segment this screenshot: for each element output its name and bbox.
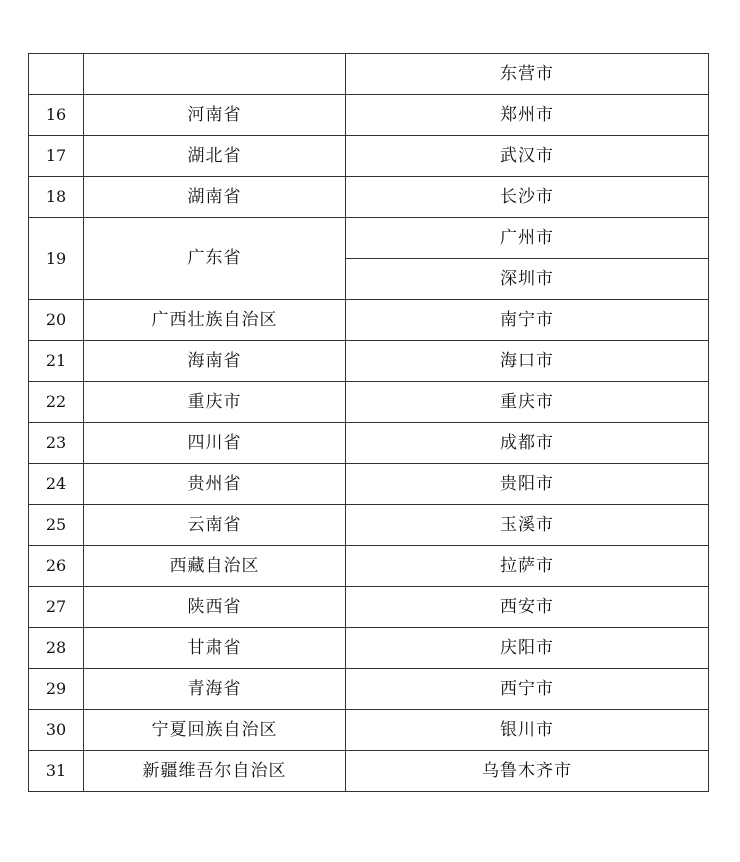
row-number: 31 bbox=[29, 751, 84, 792]
province-cell: 新疆维吾尔自治区 bbox=[84, 751, 346, 792]
row-number: 27 bbox=[29, 587, 84, 628]
row-number: 28 bbox=[29, 628, 84, 669]
city-cell: 贵阳市 bbox=[346, 464, 709, 505]
province-cell: 重庆市 bbox=[84, 382, 346, 423]
province-cell: 陕西省 bbox=[84, 587, 346, 628]
city-cell: 银川市 bbox=[346, 710, 709, 751]
city-cell: 重庆市 bbox=[346, 382, 709, 423]
city-cell: 深圳市 bbox=[346, 259, 709, 300]
row-number: 30 bbox=[29, 710, 84, 751]
row-number: 26 bbox=[29, 546, 84, 587]
table-row bbox=[29, 464, 709, 505]
table-row bbox=[29, 710, 709, 751]
province-cell: 贵州省 bbox=[84, 464, 346, 505]
row-number: 29 bbox=[29, 669, 84, 710]
city-cell: 长沙市 bbox=[346, 177, 709, 218]
city-cell: 武汉市 bbox=[346, 136, 709, 177]
table-row bbox=[29, 341, 709, 382]
table-row bbox=[29, 136, 709, 177]
table-row bbox=[29, 669, 709, 710]
province-cell: 云南省 bbox=[84, 505, 346, 546]
table-row bbox=[29, 628, 709, 669]
province-cell: 河南省 bbox=[84, 95, 346, 136]
province-cell: 海南省 bbox=[84, 341, 346, 382]
province-cell: 广东省 bbox=[84, 218, 346, 300]
row-number: 16 bbox=[29, 95, 84, 136]
city-cell: 成都市 bbox=[346, 423, 709, 464]
table-row bbox=[29, 587, 709, 628]
table-row bbox=[29, 423, 709, 464]
city-cell: 郑州市 bbox=[346, 95, 709, 136]
table-row bbox=[29, 505, 709, 546]
table-row bbox=[29, 382, 709, 423]
row-number: 20 bbox=[29, 300, 84, 341]
city-cell: 海口市 bbox=[346, 341, 709, 382]
table-row bbox=[29, 54, 709, 95]
province-cell: 湖南省 bbox=[84, 177, 346, 218]
province-cell: 青海省 bbox=[84, 669, 346, 710]
province-cell: 宁夏回族自治区 bbox=[84, 710, 346, 751]
province-cell: 西藏自治区 bbox=[84, 546, 346, 587]
city-cell: 西宁市 bbox=[346, 669, 709, 710]
row-number: 18 bbox=[29, 177, 84, 218]
table-row bbox=[29, 300, 709, 341]
table-row bbox=[29, 751, 709, 792]
province-cell: 广西壮族自治区 bbox=[84, 300, 346, 341]
row-number: 21 bbox=[29, 341, 84, 382]
row-number bbox=[29, 54, 84, 95]
province-cell: 甘肃省 bbox=[84, 628, 346, 669]
city-cell: 西安市 bbox=[346, 587, 709, 628]
row-number: 22 bbox=[29, 382, 84, 423]
table-row bbox=[29, 546, 709, 587]
province-cell bbox=[84, 54, 346, 95]
row-number: 24 bbox=[29, 464, 84, 505]
row-number: 19 bbox=[29, 218, 84, 300]
table-row bbox=[29, 95, 709, 136]
city-cell: 南宁市 bbox=[346, 300, 709, 341]
city-cell: 广州市 bbox=[346, 218, 709, 259]
city-cell: 玉溪市 bbox=[346, 505, 709, 546]
city-cell: 庆阳市 bbox=[346, 628, 709, 669]
city-cell: 拉萨市 bbox=[346, 546, 709, 587]
city-cell: 东营市 bbox=[346, 54, 709, 95]
row-number: 23 bbox=[29, 423, 84, 464]
province-cell: 湖北省 bbox=[84, 136, 346, 177]
row-number: 25 bbox=[29, 505, 84, 546]
row-number: 17 bbox=[29, 136, 84, 177]
city-cell: 乌鲁木齐市 bbox=[346, 751, 709, 792]
province-cell: 四川省 bbox=[84, 423, 346, 464]
table-row bbox=[29, 177, 709, 218]
table-row bbox=[29, 218, 709, 259]
city-table bbox=[28, 53, 709, 792]
